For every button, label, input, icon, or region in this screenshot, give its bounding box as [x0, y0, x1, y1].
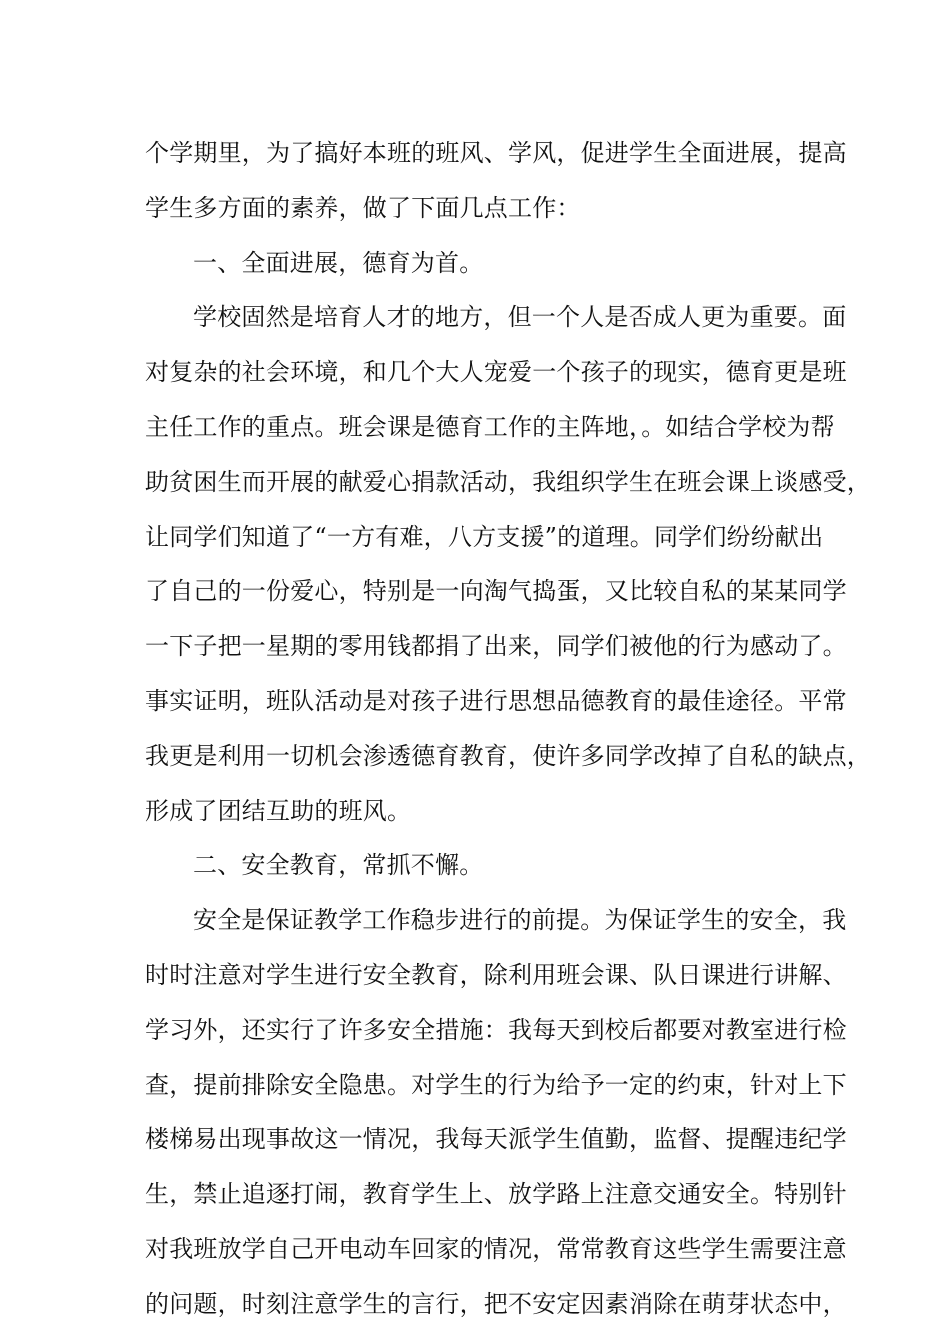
text-line: 的问题，时刻注意学生的言行，把不安定因素消除在萌芽状态中， — [145, 1289, 847, 1318]
text-line: 学生多方面的素养，做了下面几点工作： — [145, 193, 581, 222]
document-body — [145, 126, 871, 1332]
section-heading: 二、安全教育，常抓不懈。 — [193, 851, 484, 880]
text-line: 生，禁止追逐打闹，教育学生上、放学路上注意交通安全。特别针 — [145, 1180, 847, 1209]
text-line: 个学期里，为了搞好本班的班风、学风，促进学生全面进展，提高 — [145, 139, 847, 167]
text-line: 对复杂的社会环境，和几个大人宠爱一个孩子的现实，德育更是班 — [145, 358, 847, 387]
text-line: 安全是保证教学工作稳步进行的前提。为保证学生的安全，我 — [193, 906, 847, 935]
text-line: 一下子把一星期的零用钱都捐了出来，同学们被他的行为感动了。 — [145, 632, 847, 661]
text-line: 学习外，还实行了许多安全措施：我每天到校后都要对教室进行检 — [145, 1015, 847, 1044]
text-line: 主任工作的重点。班会课是德育工作的主阵地，。如结合学校为帮 — [145, 412, 835, 441]
text-line: 了自己的一份爱心，特别是一向淘气捣蛋，又比较自私的某某同学 — [145, 577, 847, 606]
text-line: 对我班放学自己开电动车回家的情况，常常教育这些学生需要注意 — [145, 1234, 847, 1263]
text-line: 楼梯易出现事故这一情况，我每天派学生值勤，监督、提醒违纪学 — [145, 1125, 847, 1154]
text-line: 形成了团结互助的班风。 — [145, 796, 412, 825]
text-line: 时时注意对学生进行安全教育，除利用班会课、队日课进行讲解、 — [145, 960, 847, 989]
section-heading: 一、全面进展，德育为首。 — [193, 248, 484, 277]
text-line: 助贫困生而开展的献爱心捐款活动，我组织学生在班会课上谈感受， — [145, 467, 871, 496]
text-line: 让同学们知道了“一方有难，八方支援”的道理。同学们纷纷献出 — [145, 522, 824, 551]
text-line: 查，提前排除安全隐患。对学生的行为给予一定的约束，针对上下 — [145, 1070, 847, 1099]
text-line: 学校固然是培育人才的地方，但一个人是否成人更为重要。面 — [193, 303, 847, 332]
text-line: 事实证明，班队活动是对孩子进行思想品德教育的最佳途径。平常 — [145, 686, 847, 715]
text-line: 我更是利用一切机会渗透德育教育，使许多同学改掉了自私的缺点， — [145, 741, 871, 770]
